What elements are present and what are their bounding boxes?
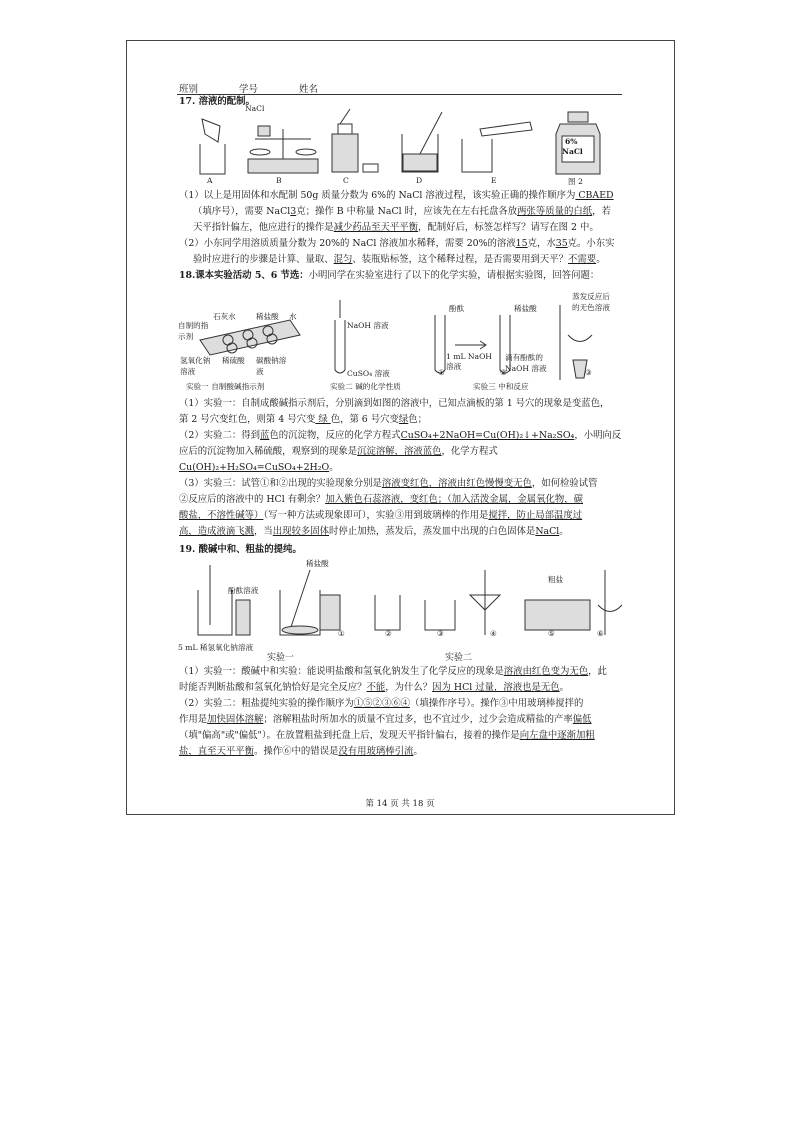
label-n1: ① xyxy=(438,368,445,377)
caption-q19-exp2: 实验二 xyxy=(445,653,473,663)
salt-purification-steps xyxy=(320,570,622,635)
label-n3: ③ xyxy=(585,368,592,377)
label-coarse-salt: 粗盐 xyxy=(548,575,564,584)
figure-d-dissolving xyxy=(402,112,442,172)
q17-figures xyxy=(180,104,625,186)
caption-exp1: 实验一 自制酸碱指示剂 xyxy=(186,382,265,391)
label-water: 水 xyxy=(289,312,297,321)
bottle-label-percent: 6% xyxy=(565,137,578,146)
q17-title: 17. 溶液的配制。 xyxy=(179,96,255,107)
label-1ml-naoh: 1 mL NaOH 溶液 xyxy=(446,352,492,371)
label-naoh: NaOH 溶液 xyxy=(347,321,389,330)
fig2-caption: 图 2 xyxy=(568,177,583,186)
label-step6: ⑥ xyxy=(597,629,604,638)
bottle-label-name: NaCl xyxy=(562,147,583,156)
fig-letter-b: B xyxy=(276,176,282,185)
q18-line1: （1）实验一：自制成酸碱指示剂后，分别滴到如图的溶液中，已知点滴板的第 1 号穴的现象是变蓝色， xyxy=(179,398,610,409)
fig-letter-d: D xyxy=(416,176,423,185)
q18-line9: 高，造成液滴飞溅，当出现较多固体时停止加热，蒸发后，蒸发皿中出现的白色固体是NaCl。 xyxy=(179,526,569,537)
q18-line3: （2）实验二：得到蓝色的沉淀物，反应的化学方程式CuSO₄+2NaOH=Cu(OH)₂↓+Na₂SO₄，小明向反 xyxy=(179,430,622,441)
label-naoh-solution: 氢氧化钠溶液 xyxy=(180,356,211,376)
q18-line4: 应后的沉淀物加入稀硫酸，观察到的现象是沉淀溶解，溶液蓝色，化学方程式 xyxy=(179,446,498,457)
label-step3: ③ xyxy=(437,629,444,638)
q19-title: 19. 酸碱中和、粗盐的提纯。 xyxy=(179,544,302,555)
label-dilute-hcl: 稀盐酸 xyxy=(256,312,279,321)
q18-line7: ②反应后的溶液中的 HCl 有剩余？加入紫色石蕊溶液，变红色；（加入活泼金属，金属氧化物，碳 xyxy=(179,494,583,505)
beaker-neutralization xyxy=(198,565,250,635)
student-info-header: 班别________ 学号________ 姓名__________ xyxy=(179,84,366,95)
q17-line3: 天平指针偏左，他应进行的操作是减少药品至天平平衡，配制好后，标签怎样写？请写在图 2 中。 xyxy=(193,222,599,233)
figure-b-balance xyxy=(248,126,318,173)
q19-line1: （1）实验一：酸碱中和实验：能说明盐酸和氢氧化钠发生了化学反应的现象是溶液由红色变为无色，此 xyxy=(179,666,607,677)
label-sodium-carbonate: 碳酸钠溶液 xyxy=(256,356,287,376)
label-q19-dilute-hcl: 稀盐酸 xyxy=(306,559,329,568)
label-n2: ② xyxy=(500,368,507,377)
label-step4: ④ xyxy=(490,629,497,638)
q19-line5: （填"偏高"或"偏低"）。在放置粗盐到托盘上后，发现天平指针偏右，接着的操作是向左盘中逐渐加粗 xyxy=(179,730,595,741)
figure-a-beaker xyxy=(200,119,225,174)
label-phenolphthalein: 酚酞 xyxy=(449,304,465,313)
fig-letter-e: E xyxy=(491,176,497,185)
label-step1: ① xyxy=(338,629,345,638)
q17-line4: （2）小东同学用溶质质量分数为 20%的 NaCl 溶液加水稀释，需要 20%的溶液15克，水35克。小东实 xyxy=(179,238,615,249)
q19-line6: 盐，直至天平平衡。操作⑥中的错误是没有用玻璃棒引流。 xyxy=(179,746,423,757)
test-tube-naoh-cuso4 xyxy=(335,300,345,373)
spot-plate xyxy=(200,320,300,355)
q18-figures xyxy=(180,290,630,390)
caption-exp3: 实验三 中和反应 xyxy=(473,382,529,391)
q18-title-line: 18.课本实验活动 5、6 节选：小明同学在实验室进行了以下的化学实验，请根据实验图，回答问题： xyxy=(179,270,600,281)
caption-q19-exp1: 实验一 xyxy=(267,653,295,663)
q19-line3: （2）实验二：粗盐提纯实验的操作顺序为①⑤②③⑥④（填操作序号）。操作③中用玻璃棒搅拌的 xyxy=(179,698,584,709)
q17-line5: 验时应进行的步骤是计算、量取、混匀、装瓶贴标签，这个稀释过程，是否需要用到天平？不需要。 xyxy=(193,254,606,265)
page-footer: 第 14 页 共 18 页 xyxy=(365,799,435,809)
label-lime-water: 石灰水 xyxy=(213,312,236,321)
label-5ml-naoh: 5 mL 稀氢氧化钠溶液 xyxy=(178,643,254,652)
fig-letter-c: C xyxy=(343,176,349,185)
q18-line2: 第 2 号穴变红色，则第 4 号穴变 绿 色，第 6 号穴变绿色； xyxy=(179,414,428,425)
figure-2-label-bottle xyxy=(556,112,600,174)
q18-line8: 酸盐，不溶性碱等）（写一种方法或现象即可），实验③用到玻璃棒的作用是搅拌，防止局部温度过 xyxy=(179,510,583,521)
label-step2: ② xyxy=(385,629,392,638)
label-step5: ⑤ xyxy=(548,629,555,638)
label-indicator: 自制的指示剂 xyxy=(178,321,209,341)
q18-line5: Cu(OH)₂+H₂SO₄=CuSO₄+2H₂O。 xyxy=(179,462,339,473)
label-dilute-hcl-2: 稀盐酸 xyxy=(514,304,537,313)
fig-letter-a: A xyxy=(207,176,213,185)
q19-line2: 时能否判断盐酸和氢氧化钠恰好是完全反应？不能，为什么？因为 HCl 过量，溶液也是无色。 xyxy=(179,682,569,693)
label-evaporate: 蒸发反应后的无色溶液 xyxy=(572,292,610,312)
figure-e-pouring xyxy=(462,122,532,172)
q17-line1: （1）以上是用固体和水配制 50g 质量分数为 6%的 NaCl 溶液过程，该实验正确的操作顺序为 CBAED xyxy=(179,190,614,201)
label-phenol-naoh: 滴有酚酞的 NaOH 溶液 xyxy=(505,353,547,373)
caption-exp2: 实验二 碱的化学性质 xyxy=(330,382,401,391)
q18-line6: （3）实验三：试管①和②出现的实验现象分别是溶液变红色，溶液由红色慢慢变无色，如何检验试管 xyxy=(179,478,598,489)
label-cuso4: CuSO₄ 溶液 xyxy=(347,369,390,378)
figure-c-reagent-bottle xyxy=(332,109,378,172)
label-sulfuric-acid: 稀硫酸 xyxy=(222,356,245,365)
q17-line2: （填序号），需要 NaCl3克；操作 B 中称量 NaCl 时，应该先在左右托盘各放两张等质量的白纸，若 xyxy=(193,206,611,217)
q19-line4: 作用是加快固体溶解；溶解粗盐时所加水的质量不宜过多，也不宜过少，过少会造成精盐的产率偏低 xyxy=(179,714,592,725)
label-q19-phenol: 酚酞溶液 xyxy=(228,586,259,595)
header-rule xyxy=(177,94,622,95)
beaker-with-rod xyxy=(280,570,320,635)
nacl-label: NaCl xyxy=(245,104,265,113)
